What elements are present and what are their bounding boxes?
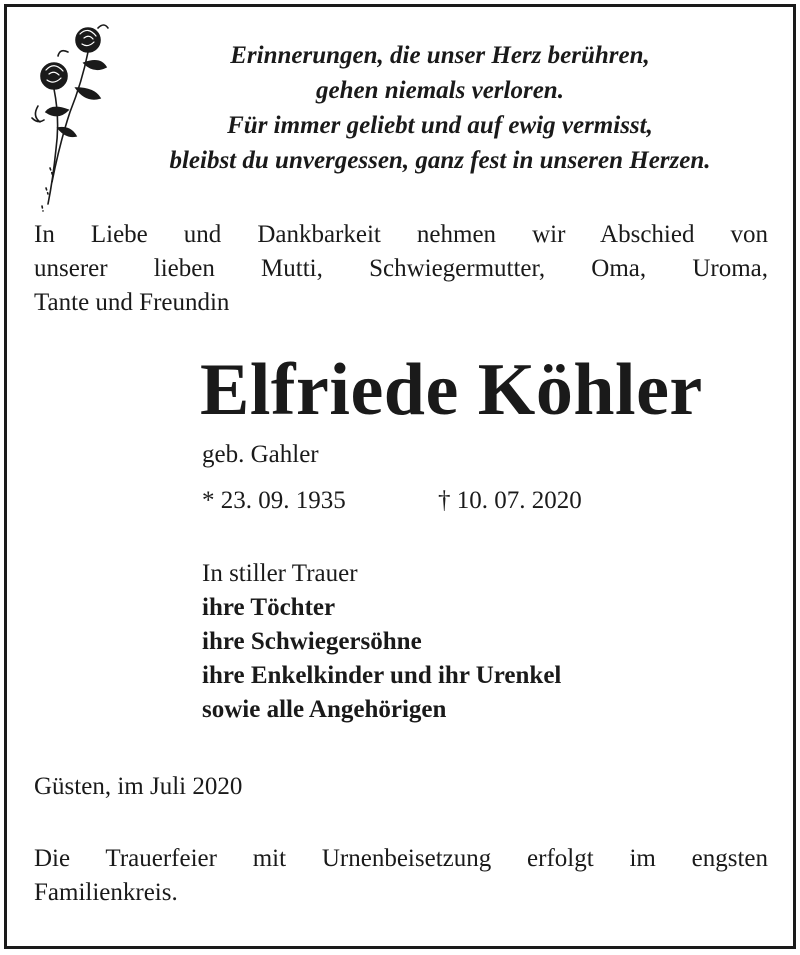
mourner-line: ihre Schwiegersöhne: [202, 628, 422, 655]
funeral-line: Die Trauerfeier mit Urnenbeisetzung erfolgt im engsten: [34, 845, 768, 872]
mourner-line: sowie alle Angehörigen: [202, 696, 447, 723]
poem-line: gehen niemals verloren.: [316, 77, 564, 104]
birth-name: geb. Gahler: [202, 441, 319, 468]
mourner-line: ihre Enkelkinder und ihr Urenkel: [202, 662, 562, 689]
intro-line: In Liebe und Dankbarkeit nehmen wir Abschied von: [34, 221, 768, 248]
birth-date: * 23. 09. 1935: [202, 487, 346, 514]
mourner-line: ihre Töchter: [202, 594, 336, 621]
poem-line: Für immer geliebt und auf ewig vermisst,: [227, 112, 653, 139]
intro-line: unserer lieben Mutti, Schwiegermutter, Oma, Uroma,: [34, 255, 768, 282]
funeral-notice: [34, 842, 768, 910]
mourners-intro: In stiller Trauer: [202, 560, 358, 587]
deceased-name: Elfriede Köhler: [200, 349, 703, 431]
intro-line: Tante und Freundin: [34, 289, 230, 316]
death-date: † 10. 07. 2020: [438, 487, 582, 514]
intro-text: [34, 218, 768, 320]
mourners-block: [202, 557, 561, 727]
poem-line: bleibst du unvergessen, ganz fest in unseren Herzen.: [169, 147, 711, 174]
poem-line: Erinnerungen, die unser Herz berühren,: [230, 42, 650, 69]
poem: [100, 38, 780, 178]
place-date: Güsten, im Juli 2020: [34, 773, 243, 800]
funeral-line: Familienkreis.: [34, 879, 178, 906]
